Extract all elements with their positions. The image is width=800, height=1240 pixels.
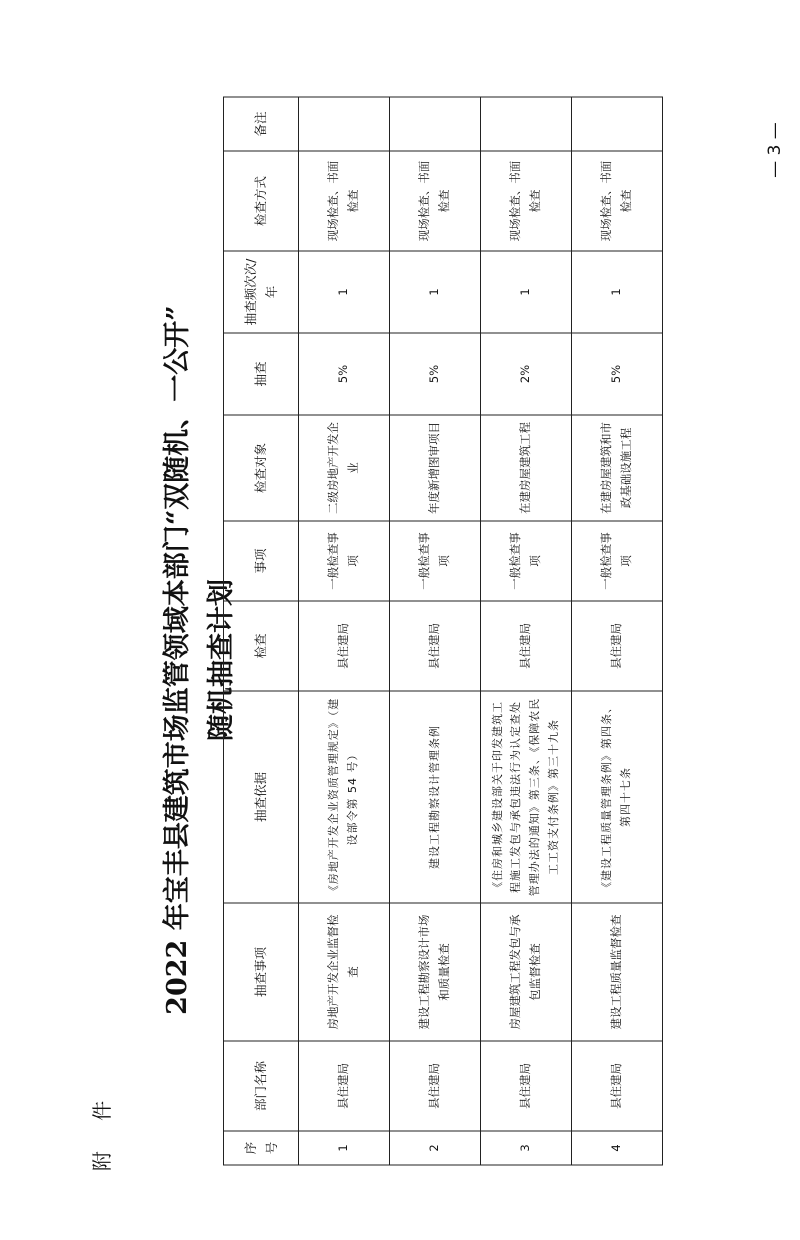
cell-dept: 县住建局 [389,1041,480,1131]
cell-target: 二级房地产开发企业 [298,415,389,521]
cell-ratio: 5% [298,333,389,415]
header-ratio: 抽查 [223,333,298,415]
table-row [389,97,480,1165]
cell-basis: 《住房和城乡建设部关于印发建筑工程施工发包与承包违法行为认定查处管理办法的通知》第三条、《保障农民工工资支付条例》第三十九条 [480,691,571,903]
header-no: 序号 [223,1131,298,1165]
cell-inspector: 县住建局 [389,601,480,691]
header-item: 抽查事项 [223,903,298,1041]
header-inspector: 检查 [223,601,298,691]
page-number: — 3 — [765,122,785,178]
cell-matter: 一般检查事项 [389,521,480,601]
table-row [480,97,571,1165]
cell-note [571,97,662,151]
cell-ratio: 5% [389,333,480,415]
cell-frequency: 1 [571,251,662,333]
cell-dept: 县住建局 [298,1041,389,1131]
cell-target: 年度新增图审项目 [389,415,480,521]
cell-item: 房屋建筑工程发包与承包监督检查 [480,903,571,1041]
cell-item: 建设工程质量监督检查 [571,903,662,1041]
cell-method: 现场检查、书面检查 [480,151,571,251]
title-line-2: 随机抽查计划 [206,579,237,741]
cell-frequency: 1 [298,251,389,333]
cell-matter: 一般检查事项 [571,521,662,601]
cell-inspector: 县住建局 [480,601,571,691]
cell-inspector: 县住建局 [298,601,389,691]
title-line-1: 2022 年宝丰县建筑市场监管领域本部门“双随机、一公开” [162,305,193,1015]
cell-note [298,97,389,151]
cell-no: 1 [298,1131,389,1165]
cell-basis: 《建设工程质量管理条例》第四条、第四十七条 [571,691,662,903]
table-row [571,97,662,1165]
cell-method: 现场检查、书面检查 [298,151,389,251]
table-header-row [223,97,298,1165]
cell-target: 在建房屋建筑和市政基础设施工程 [571,415,662,521]
cell-frequency: 1 [389,251,480,333]
attachment-label: 附 件 [89,1088,114,1172]
header-method: 检查方式 [223,151,298,251]
cell-matter: 一般检查事项 [298,521,389,601]
table-row [298,97,389,1165]
cell-note [389,97,480,151]
cell-ratio: 5% [571,333,662,415]
plan-table-container [240,97,645,1165]
header-matter: 事项 [223,521,298,601]
cell-basis: 建设工程勘察设计管理条例 [389,691,480,903]
cell-inspector: 县住建局 [571,601,662,691]
header-basis: 抽查依据 [223,691,298,903]
cell-note [480,97,571,151]
cell-basis: 《房地产开发企业资质管理规定》（建设部令第 54 号） [298,691,389,903]
cell-dept: 县住建局 [480,1041,571,1131]
cell-frequency: 1 [480,251,571,333]
cell-target: 在建房屋建筑工程 [480,415,571,521]
header-target: 检查对象 [223,415,298,521]
header-frequency: 抽查频次次/年 [223,251,298,333]
cell-no: 4 [571,1131,662,1165]
plan-table [223,97,663,1166]
cell-dept: 县住建局 [571,1041,662,1131]
header-note: 备注 [223,97,298,151]
header-dept: 部门名称 [223,1041,298,1131]
cell-item: 建设工程勘察设计市场和质量检查 [389,903,480,1041]
cell-method: 现场检查、书面检查 [389,151,480,251]
cell-no: 3 [480,1131,571,1165]
cell-ratio: 2% [480,333,571,415]
cell-method: 现场检查、书面检查 [571,151,662,251]
cell-no: 2 [389,1131,480,1165]
cell-matter: 一般检查事项 [480,521,571,601]
cell-item: 房地产开发企业监督检查 [298,903,389,1041]
